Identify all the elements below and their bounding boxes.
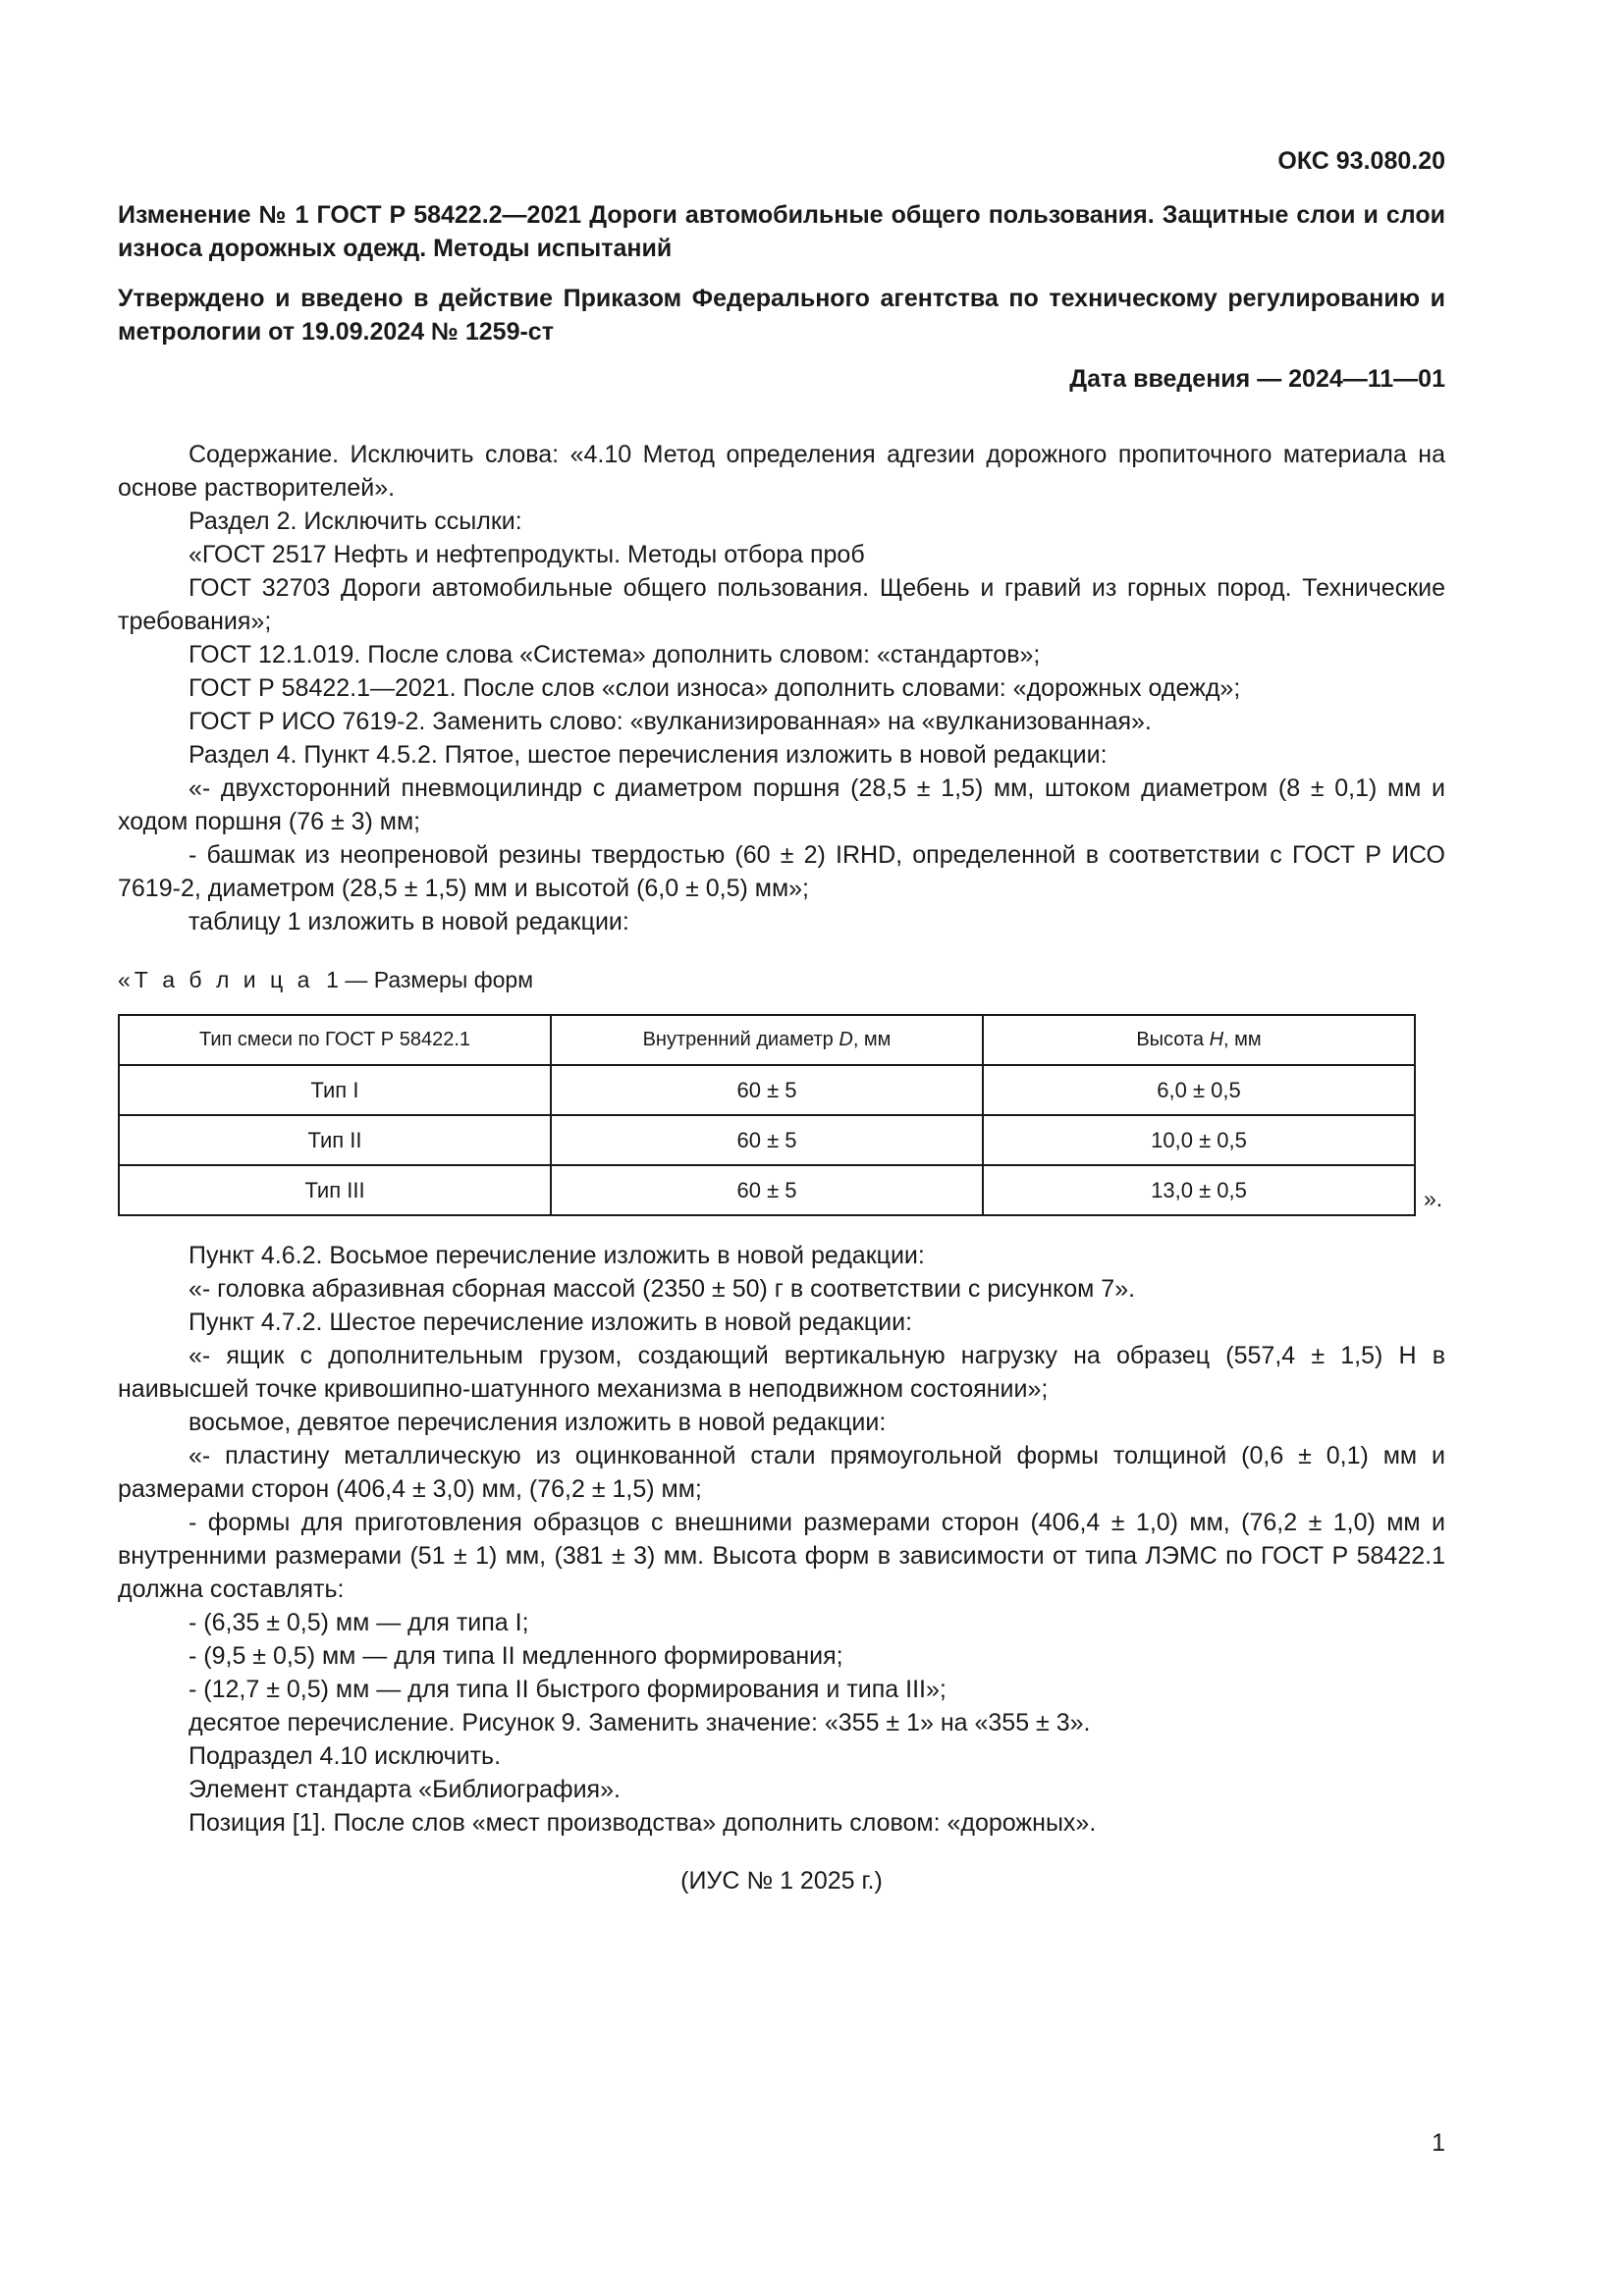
- table-cell: Тип III: [119, 1165, 551, 1215]
- table-caption: [118, 967, 533, 993]
- table-cell: 60 ± 5: [551, 1115, 983, 1165]
- table-cell: 60 ± 5: [551, 1065, 983, 1115]
- header-unit: , мм: [1223, 1029, 1262, 1050]
- paragraph: «- ящик с дополнительным грузом, создающий вертикальную нагрузку на образец (557,4 ± 1,5) Н в наивысшей точке кривошипно-шатунного механизма в неподвижном состоянии»;: [118, 1342, 1445, 1403]
- table-row: [119, 1165, 1415, 1215]
- table-cell: 10,0 ± 0,5: [983, 1115, 1415, 1165]
- document-page: [118, 0, 1445, 2296]
- page-number: 1: [1432, 2129, 1445, 2157]
- paragraph: Раздел 4. Пункт 4.5.2. Пятое, шестое перечисления изложить в новой редакции:: [189, 741, 1108, 769]
- paragraph: ГОСТ Р 58422.1—2021. После слов «слои износа» дополнить словами: «дорожных одежд»;: [189, 674, 1241, 702]
- paragraph: - формы для приготовления образцов с внешними размерами сторон (406,4 ± 1,0) мм, (76,2 ± 1,0) мм и внутренними размерами (51 ± 1) мм, (381 ± 3) мм. Высота форм в зависимости от типа ЛЭМС по ГОСТ Р 58422.1 должна составлять:: [118, 1509, 1445, 1603]
- header-unit: , мм: [852, 1029, 892, 1050]
- table-row: [119, 1065, 1415, 1115]
- table-cell: Тип II: [119, 1115, 551, 1165]
- paragraph: «ГОСТ 2517 Нефть и нефтепродукты. Методы отбора проб: [189, 541, 865, 568]
- paragraph: «- пластину металлическую из оцинкованной стали прямоугольной формы толщиной (0,6 ± 0,1) мм и размерами сторон (406,4 ± 3,0) мм, (76,2 ± 1,5) мм;: [118, 1442, 1445, 1503]
- paragraph: Содержание. Исключить слова: «4.10 Метод определения адгезии дорожного пропиточного материала на основе растворителей».: [118, 441, 1445, 502]
- paragraph: «- головка абразивная сборная массой (2350 ± 50) г в соответствии с рисунком 7».: [189, 1275, 1136, 1303]
- paragraph: Раздел 2. Исключить ссылки:: [189, 507, 522, 535]
- paragraph: Элемент стандарта «Библиография».: [189, 1776, 621, 1803]
- oks-code: ОКС 93.080.20: [1277, 147, 1445, 175]
- amendment-title: Изменение № 1 ГОСТ Р 58422.2—2021 Дороги автомобильные общего пользования. Защитные слои и слои износа дорожных одежд. Методы испытаний: [118, 201, 1445, 262]
- paragraph: - (6,35 ± 0,5) мм — для типа I;: [189, 1609, 529, 1636]
- header-text: Внутренний диаметр: [642, 1029, 839, 1050]
- paragraph: Пункт 4.7.2. Шестое перечисление изложить в новой редакции:: [189, 1308, 913, 1336]
- table-caption-prefix: «Т а б л и ц а: [118, 967, 314, 992]
- table-cell: 60 ± 5: [551, 1165, 983, 1215]
- paragraph: - (9,5 ± 0,5) мм — для типа II медленного формирования;: [189, 1642, 843, 1670]
- paragraph: ГОСТ 32703 Дороги автомобильные общего пользования. Щебень и гравий из горных пород. Технические требования»;: [118, 574, 1445, 635]
- paragraph: ГОСТ 12.1.019. После слова «Система» дополнить словом: «стандартов»;: [189, 641, 1041, 668]
- amendment-body-part-2: [118, 1239, 1445, 1840]
- column-header-inner-diameter: [551, 1015, 983, 1065]
- paragraph: «- двухсторонний пневмоцилиндр с диаметром поршня (28,5 ± 1,5) мм, штоком диаметром (8 ± 0,1) мм и ходом поршня (76 ± 3) мм;: [118, 774, 1445, 835]
- table-header-row: [119, 1015, 1415, 1065]
- amendment-body-part-1: [118, 438, 1445, 938]
- column-header-height: [983, 1015, 1415, 1065]
- table-cell: 6,0 ± 0,5: [983, 1065, 1415, 1115]
- header-symbol: D: [839, 1029, 853, 1050]
- approval-statement: Утверждено и введено в действие Приказом Федерального агентства по техническому регулированию и метрологии от 19.09.2024 № 1259-ст: [118, 285, 1445, 346]
- paragraph: Позиция [1]. После слов «мест производства» дополнить словом: «дорожных».: [189, 1809, 1097, 1837]
- table-caption-number: 1: [326, 967, 339, 992]
- paragraph: - (12,7 ± 0,5) мм — для типа II быстрого формирования и типа III»;: [189, 1676, 947, 1703]
- dimensions-table: [118, 1014, 1416, 1216]
- paragraph: таблицу 1 изложить в новой редакции:: [189, 908, 629, 935]
- introduction-date: Дата введения — 2024—11—01: [1069, 365, 1445, 393]
- paragraph: - башмак из неопреновой резины твердостью (60 ± 2) IRHD, определенной в соответствии с ГОСТ Р ИСО 7619-2, диаметром (28,5 ± 1,5) мм и высотой (6,0 ± 0,5) мм»;: [118, 841, 1445, 902]
- column-header-mix-type: Тип смеси по ГОСТ Р 58422.1: [119, 1015, 551, 1065]
- table-row: [119, 1115, 1415, 1165]
- header-text: Высота: [1136, 1029, 1210, 1050]
- table-caption-text: — Размеры форм: [345, 967, 534, 992]
- table-cell: 13,0 ± 0,5: [983, 1165, 1415, 1215]
- paragraph: Пункт 4.6.2. Восьмое перечисление изложить в новой редакции:: [189, 1242, 925, 1269]
- table-cell: Тип I: [119, 1065, 551, 1115]
- paragraph: восьмое, девятое перечисления изложить в новой редакции:: [189, 1409, 887, 1436]
- paragraph: ГОСТ Р ИСО 7619-2. Заменить слово: «вулканизированная» на «вулканизованная».: [189, 708, 1152, 735]
- header-symbol: H: [1209, 1029, 1224, 1050]
- ius-reference: (ИУС № 1 2025 г.): [680, 1867, 883, 1895]
- table-closing-quote: ».: [1424, 1186, 1443, 1211]
- paragraph: Подраздел 4.10 исключить.: [189, 1742, 502, 1770]
- paragraph: десятое перечисление. Рисунок 9. Заменить значение: «355 ± 1» на «355 ± 3».: [189, 1709, 1091, 1736]
